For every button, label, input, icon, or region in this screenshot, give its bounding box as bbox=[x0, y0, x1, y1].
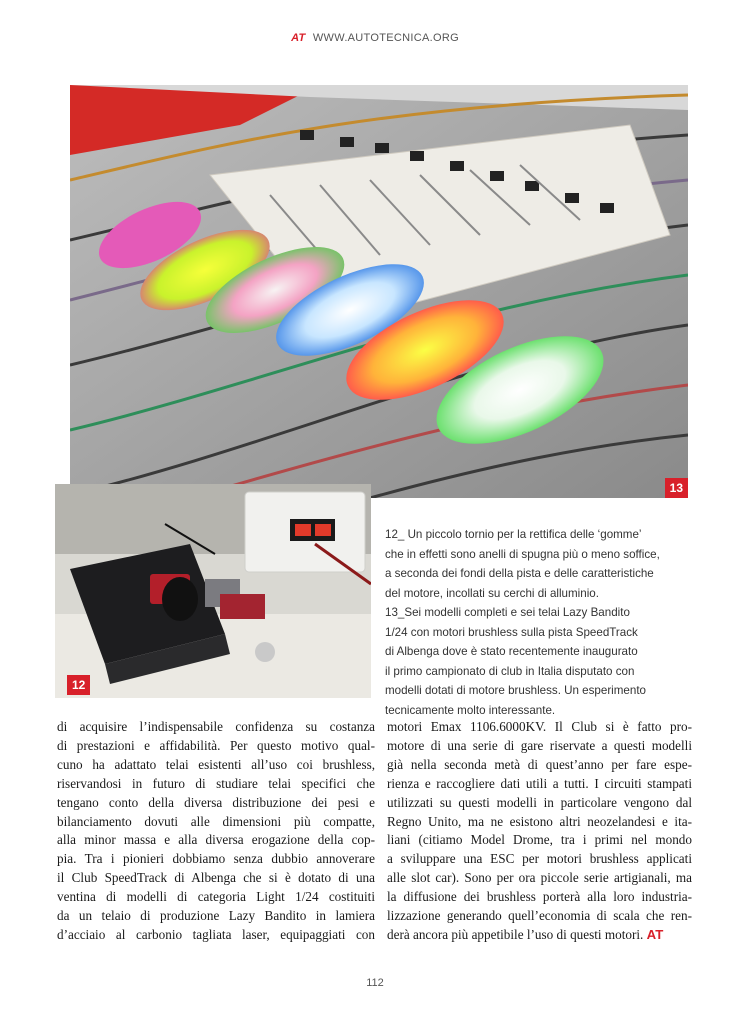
body-line: utilizzati su questi modelli in particolare vengono dal bbox=[387, 794, 692, 810]
caption-line: modelli dotati di motore brushless. Un esperimento bbox=[385, 684, 646, 697]
body-line: lizzazione generando quell’economia di scala che ren- bbox=[387, 908, 692, 924]
body-line: rienza e raccogliere dati utili a tutti. I circuiti stampati bbox=[387, 775, 692, 791]
body-line: da un telaio di produzione Lazy Bandito in lamiera bbox=[57, 908, 375, 924]
body-line: a sviluppare una ESC per motori brushless applicati bbox=[387, 851, 692, 867]
caption-line: che in effetti sono anelli di spugna più o meno soffice, bbox=[385, 547, 660, 561]
body-line: ventina di modelli di categoria Light 1/24 costituiti bbox=[57, 889, 375, 905]
body-line: cuno ha adattato telai esistenti all’uso coi brushless, bbox=[57, 756, 375, 772]
photo-tyre-lathe bbox=[55, 484, 371, 698]
body-line: liani (citiamo Model Drome, tra i primi nel mondo bbox=[387, 832, 692, 848]
caption-line: il primo campionato di club in Italia disputato con bbox=[385, 664, 635, 678]
body-column-left bbox=[57, 718, 375, 945]
body-line: alle slot car). Sono per ora piccole serie artigianali, ma bbox=[387, 870, 692, 886]
body-line-final bbox=[387, 926, 692, 945]
body-line: di acquisire l’indispensabile confidenza su costanza bbox=[57, 719, 375, 734]
body-line: motore di una serie di gare riservate a questi modelli bbox=[387, 737, 692, 753]
body-line-final-text: derà ancora più appetibile l’uso di questi motori. bbox=[387, 926, 644, 942]
page-header bbox=[0, 32, 750, 44]
autotecnica-logo: AT bbox=[291, 32, 306, 44]
caption-line: 13_Sei modelli completi e sei telai Lazy Bandito bbox=[385, 606, 630, 619]
caption-line: a seconda dei fondi della pista e delle caratteristiche bbox=[385, 567, 654, 580]
caption-line: del motore, incollati su cerchi di alluminio. bbox=[385, 586, 599, 600]
body-line: pia. Tra i pionieri dobbiamo senza dubbio annoverare bbox=[57, 851, 375, 867]
body-line: motori Emax 1106.6000KV. Il Club si è fatto pro- bbox=[387, 719, 692, 734]
slot-cars-illustration bbox=[70, 85, 688, 498]
figure-13-badge: 13 bbox=[665, 478, 688, 498]
body-line: la diffusione dei brushless porterà alla loro industria- bbox=[387, 889, 692, 905]
body-line: il Club SpeedTrack di Albenga che si è dotato di una bbox=[57, 870, 375, 886]
body-column-right bbox=[387, 718, 692, 945]
lathe-illustration bbox=[55, 484, 371, 698]
page-number: 112 bbox=[366, 977, 384, 989]
photo-slot-cars bbox=[70, 85, 688, 498]
figure-caption bbox=[385, 525, 690, 720]
article-end-mark: AT bbox=[646, 926, 664, 942]
caption-line: 12_ Un piccolo tornio per la rettifica delle ‘gomme’ bbox=[385, 528, 642, 541]
caption-line: tecnicamente molto interessante. bbox=[385, 703, 556, 717]
figure-12-badge: 12 bbox=[67, 675, 90, 695]
caption-line: di Albenga dove è stato recentemente inaugurato bbox=[385, 645, 638, 658]
body-line: già nella seconda metà di quest’anno per fare espe- bbox=[387, 756, 692, 772]
body-line: d’acciaio al carbonio tagliata laser, equipaggiati con bbox=[57, 926, 375, 942]
caption-line: 1/24 con motori brushless sulla pista SpeedTrack bbox=[385, 625, 638, 639]
body-line: bilanciamento dovuti alle dimensioni più compatte, bbox=[57, 813, 375, 829]
site-url: WWW.AUTOTECNICA.ORG bbox=[312, 32, 459, 44]
body-line: di prestazioni e affidabilità. Per questo motivo qual- bbox=[57, 737, 375, 753]
body-line: Regno Unito, ma ne esistono altri neozelandesi e ita- bbox=[387, 813, 692, 829]
body-line: alla minor massa e alla diversa erogazione della cop- bbox=[57, 832, 375, 848]
body-line: tengano conto della diversa distribuzione dei pesi e bbox=[57, 794, 375, 810]
body-line: riservandosi in futuro di studiare telai specifici che bbox=[57, 775, 375, 791]
